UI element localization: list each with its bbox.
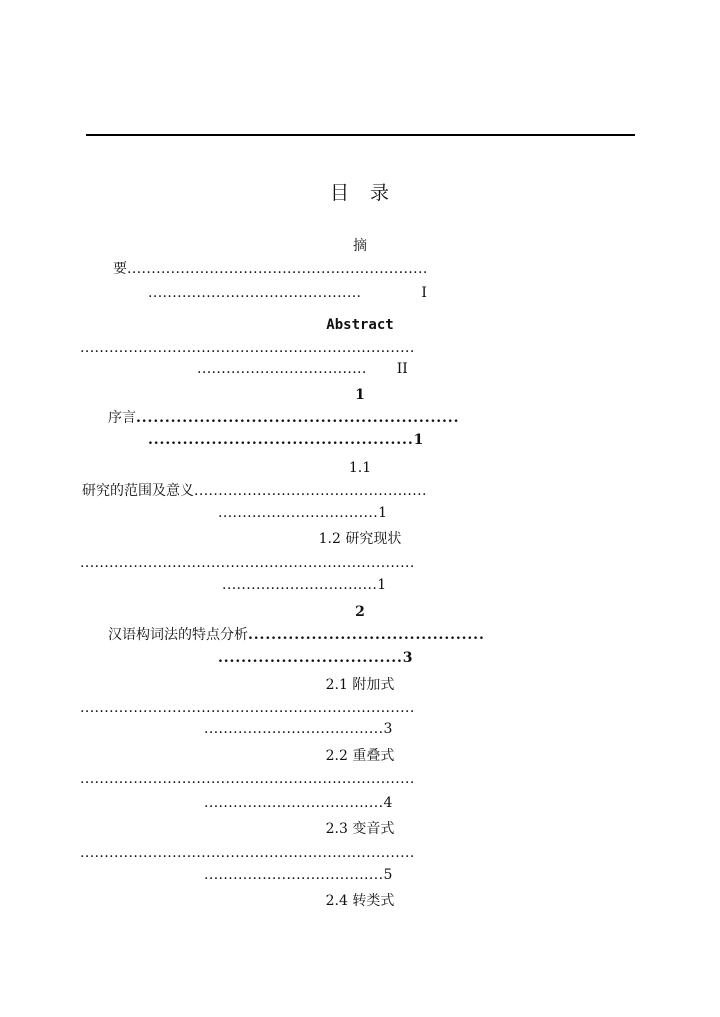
dot-leader: ..................................................................... <box>80 555 415 571</box>
toc-entry-2-3-heading: 2.3 变音式 <box>325 821 395 837</box>
toc-title-left: 目 <box>329 182 350 204</box>
toc-entry-1-1-line1 <box>82 482 427 500</box>
toc-title-right: 录 <box>370 182 391 204</box>
dot-leader: ................................................ <box>194 483 427 499</box>
toc-entry-page: 5 <box>383 867 393 883</box>
toc-entry-abstract-en-line1 <box>80 339 415 357</box>
dot-leader: ................................... <box>197 361 367 377</box>
toc-entry-ch2-heading: 2 <box>355 604 365 620</box>
toc-entry-2-3-line1 <box>80 844 415 862</box>
toc-entry-ch1-line2 <box>148 431 423 449</box>
toc-entry-label: 序言 <box>108 410 136 426</box>
toc-entry-abstract-cn-heading: 摘 <box>353 238 367 254</box>
toc-entry-page: 1 <box>413 432 424 448</box>
dot-leader: ........................................................ <box>136 410 460 426</box>
toc-entry-2-1-heading: 2.1 附加式 <box>325 677 395 693</box>
toc-entry-page: II <box>396 361 408 377</box>
toc-entry-page: I <box>421 285 427 301</box>
toc-entry-1-1-line2 <box>218 504 387 522</box>
dot-leader: ................................. <box>218 505 379 521</box>
toc-entry-2-4-heading: 2.4 转类式 <box>325 893 395 909</box>
dot-leader: ..................................... <box>204 721 384 737</box>
dot-leader: ................................ <box>218 650 403 666</box>
toc-entry-2-2-line1 <box>80 770 415 788</box>
dot-leader: ............................................ <box>148 285 362 301</box>
dot-leader: ..................................................................... <box>80 340 415 356</box>
toc-entry-2-2-heading: 2.2 重叠式 <box>325 748 395 764</box>
toc-entry-page: 3 <box>383 721 393 737</box>
toc-entry-page: 1 <box>378 505 387 521</box>
toc-entry-label: 要 <box>113 261 127 277</box>
toc-entry-ch2-line2 <box>218 649 413 667</box>
dot-leader: ................................ <box>222 577 378 593</box>
dot-leader: ..................................... <box>204 867 384 883</box>
toc-entry-abstract-en-line2 <box>197 360 408 378</box>
toc-entry-1-2-line1 <box>80 554 415 572</box>
dot-leader: ......................................... <box>248 627 485 643</box>
toc-entry-1-2-heading: 1.2 研究现状 <box>318 531 402 547</box>
toc-title <box>0 178 720 205</box>
toc-entry-1-1-heading: 1.1 <box>348 460 372 476</box>
toc-entry-2-2-line2 <box>204 794 392 812</box>
header-rule <box>86 134 635 136</box>
toc-entry-2-3-line2 <box>204 866 392 884</box>
toc-entry-ch1-heading: 1 <box>355 387 365 403</box>
toc-entry-ch1-line1 <box>108 409 459 427</box>
toc-entry-page: 3 <box>402 650 413 666</box>
toc-entry-2-1-line2 <box>204 720 392 738</box>
dot-leader: .............................................. <box>148 432 414 448</box>
toc-entry-1-2-line2 <box>222 576 386 594</box>
toc-entry-page: 4 <box>383 795 393 811</box>
toc-entry-page: 1 <box>377 577 387 593</box>
toc-entry-abstract-cn-line2 <box>148 284 427 302</box>
toc-entry-label: 汉语构词法的特点分析 <box>108 627 248 643</box>
dot-leader: ..................................................................... <box>80 700 415 716</box>
toc-entry-label: 研究的范围及意义 <box>82 483 194 499</box>
toc-entry-2-1-line1 <box>80 699 415 717</box>
dot-leader: ..................................................................... <box>80 845 415 861</box>
dot-leader: ..................................... <box>204 795 384 811</box>
toc-entry-ch2-line1 <box>108 626 485 644</box>
dot-leader: ..................................................................... <box>80 771 415 787</box>
dot-leader: .............................................................. <box>127 261 428 277</box>
toc-entry-abstract-en-heading: Abstract <box>326 317 394 333</box>
toc-entry-abstract-cn-line1 <box>113 260 428 278</box>
